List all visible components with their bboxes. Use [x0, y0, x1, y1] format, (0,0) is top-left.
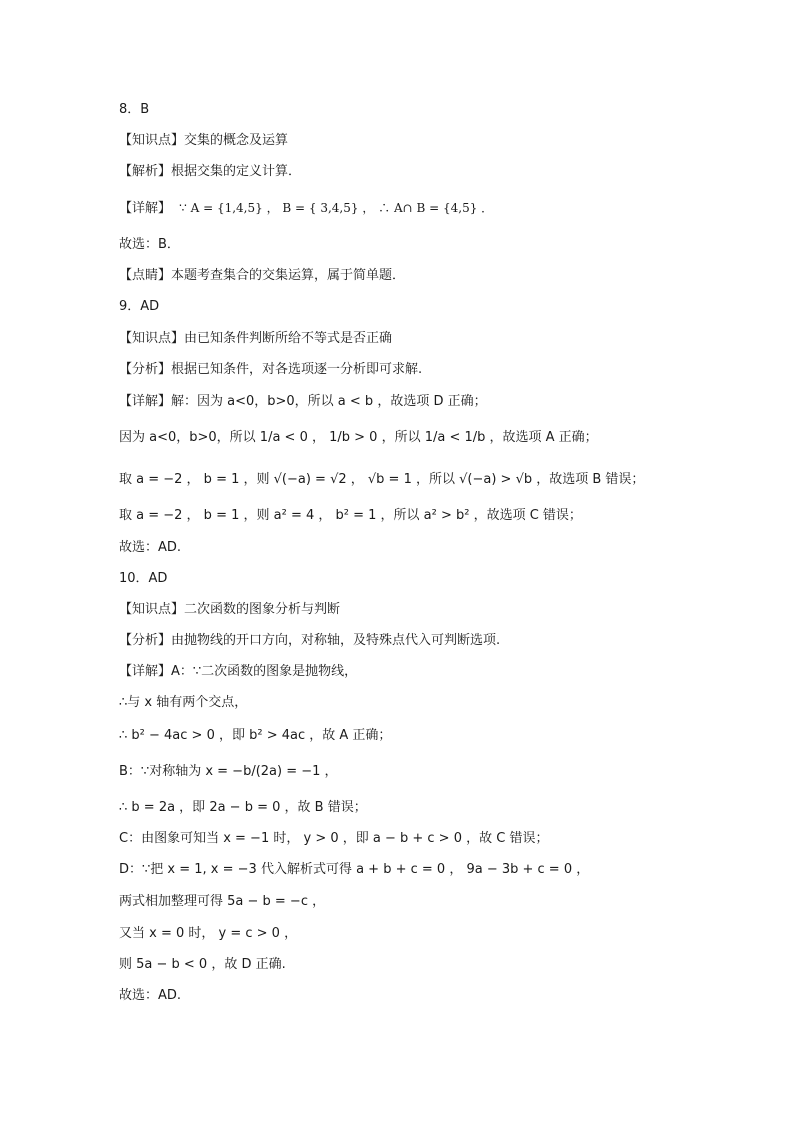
- q10-analysis: 【分析】由抛物线的开口方向，对称轴，及特殊点代入可判断选项.: [119, 633, 501, 648]
- q9-knowledge: 【知识点】由已知条件判断所给不等式是否正确: [119, 331, 393, 346]
- q8-knowledge: 【知识点】交集的概念及运算: [119, 133, 289, 148]
- q9-choose: 故选：AD.: [119, 540, 182, 555]
- q10-line-4: B：∵对称轴为 x = −b/(2a) = −1 ，: [119, 764, 338, 779]
- q10-line-8: 两式相加整理可得 5a − b = −c ，: [119, 894, 326, 909]
- q9-answer: 9．AD: [119, 299, 160, 314]
- q8-comment: 【点睛】本题考查集合的交集运算，属于简单题．: [119, 268, 406, 283]
- q10-line-3: ∴ b² − 4ac > 0 ，即 b² > 4ac ，故 A 正确；: [119, 728, 392, 743]
- q10-line-10: 则 5a − b < 0 ，故 D 正确.: [119, 957, 286, 972]
- q9-detail-1: 【详解】解：因为 a<0，b>0，所以 a < b ，故选项 D 正确；: [119, 394, 487, 409]
- q9-analysis: 【分析】根据已知条件，对各选项逐一分析即可求解.: [119, 362, 423, 377]
- q10-line-6: C：由图象可知当 x = −1 时， y > 0 ，即 a − b + c > 0 ，故 C 错误；: [119, 831, 549, 846]
- q9-detail-3: 取 a = −2 ， b = 1 ，则 √(−a) = √2 ， √b = 1 ，所以 √(−a) > √b ，故选项 B 错误；: [119, 472, 645, 487]
- q10-knowledge: 【知识点】二次函数的图象分析与判断: [119, 602, 341, 617]
- q8-detail-label: 【详解】: [119, 201, 172, 216]
- q8-detail: [119, 199, 493, 218]
- q8-detail-expr: ∵ A = {1,4,5} ， B = { 3,4,5} ， ∴ A∩ B = {4,5} ．: [179, 201, 494, 215]
- q10-detail-1: 【详解】A：∵二次函数的图象是抛物线，: [119, 664, 358, 679]
- q8-analysis: 【解析】根据交集的定义计算．: [119, 164, 302, 179]
- q10-line-5: ∴ b = 2a ，即 2a − b = 0 ，故 B 错误；: [119, 800, 367, 815]
- q10-answer: 10．AD: [119, 571, 168, 586]
- q8-answer: 8．B: [119, 102, 150, 117]
- q10-choose: 故选：AD.: [119, 988, 182, 1003]
- q9-detail-2: 因为 a<0，b>0，所以 1/a < 0 ， 1/b > 0 ，所以 1/a < 1/b ，故选项 A 正确；: [119, 430, 598, 445]
- q10-line-2: ∴与 x 轴有两个交点，: [119, 695, 248, 710]
- q10-line-7: D：∵把 x = 1, x = −3 代入解析式可得 a + b + c = 0 ， 9a − 3b + c = 0 ，: [119, 862, 590, 877]
- q10-line-9: 又当 x = 0 时， y = c > 0 ，: [119, 926, 298, 941]
- q9-detail-4: 取 a = −2 ， b = 1 ，则 a² = 4 ， b² = 1 ，所以 a² > b² ，故选项 C 错误；: [119, 508, 582, 523]
- q8-choose: 故选：B．: [119, 237, 180, 252]
